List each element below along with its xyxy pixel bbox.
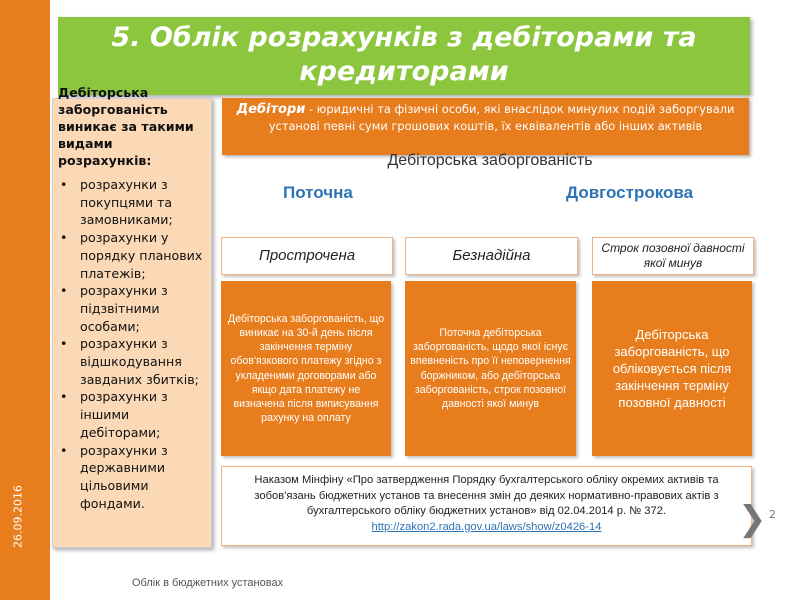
regulation-link[interactable]: http://zakon2.rada.gov.ua/laws/show/z0426-14 [371,520,602,533]
list-item: • розрахунки з покупцями та замовниками; [58,176,208,229]
regulation-text: Наказом Мінфіну «Про затвердження Порядку бухгалтерського обліку окремих активів та зобов'язань бюджетних установ та внесення змін до деяких нормативно-правових актів з бухгалтерського обліку бюджетних установ» від 02.04.2014 р. № 372. [254,474,719,518]
list-item: • розрахунки у порядку планових платежів; [58,229,208,282]
category-overdue: Прострочена [221,237,393,275]
definition-term: Дебітори [236,102,306,117]
overdue-description: Дебіторська заборгованість, що виникає на 30-й день після закінчення терміну обов'язкового платежу згідно з укладеними договорами або якщо дата платежу не визначена після виписування рахунку на оплату [227,313,385,424]
list-item: • розрахунки з відшкодування завданих збитків; [58,335,208,388]
slide-date: 26.09.2016 [11,485,25,548]
expired-description-box [592,281,752,456]
section-subtitle: Дебіторська заборгованість [387,152,593,169]
debtors-definition-box [222,98,749,155]
next-slide-chevron-icon[interactable]: ❯ [738,499,767,539]
current-type-label: Поточна [283,183,353,202]
slide-title: 5. Облік розрахунків з дебіторами та кредиторами [111,22,697,87]
page-number: 2 [769,508,776,521]
regulation-box [221,466,752,546]
category-bad-debt: Безнадійна [405,237,578,275]
slide-footer: Облік в бюджетних установах [132,577,284,589]
settlement-types-list [58,176,208,512]
longterm-type-label: Довгострокова [566,183,694,202]
expired-description: Дебіторська заборгованість, що обліковується після закінчення терміну позовної давності [612,327,732,410]
list-item: • розрахунки з державними цільовими фондами. [58,442,208,513]
left-panel-title: Дебіторська заборгованість виникає за такими видами розрахунків: [58,85,194,168]
bad-debt-description-box [405,281,576,456]
bad-debt-description: Поточна дебіторська заборгованість, щодо якої існує впевненість про її неповернення боржником, або дебіторська заборгованість, строк позовної давності якої минув [410,327,571,410]
definition-text: - юридичні та фізичні особи, які внаслідок минулих подій заборгували установі певні суми грошових коштів, їх еквівалентів або інших активів [268,102,735,133]
list-item: • розрахунки з іншими дебіторами; [58,388,208,441]
category-expired-limitation: Строк позовної давності якої минув [592,237,754,275]
overdue-description-box [221,281,391,456]
list-item: • розрахунки з підзвітними особами; [58,282,208,335]
